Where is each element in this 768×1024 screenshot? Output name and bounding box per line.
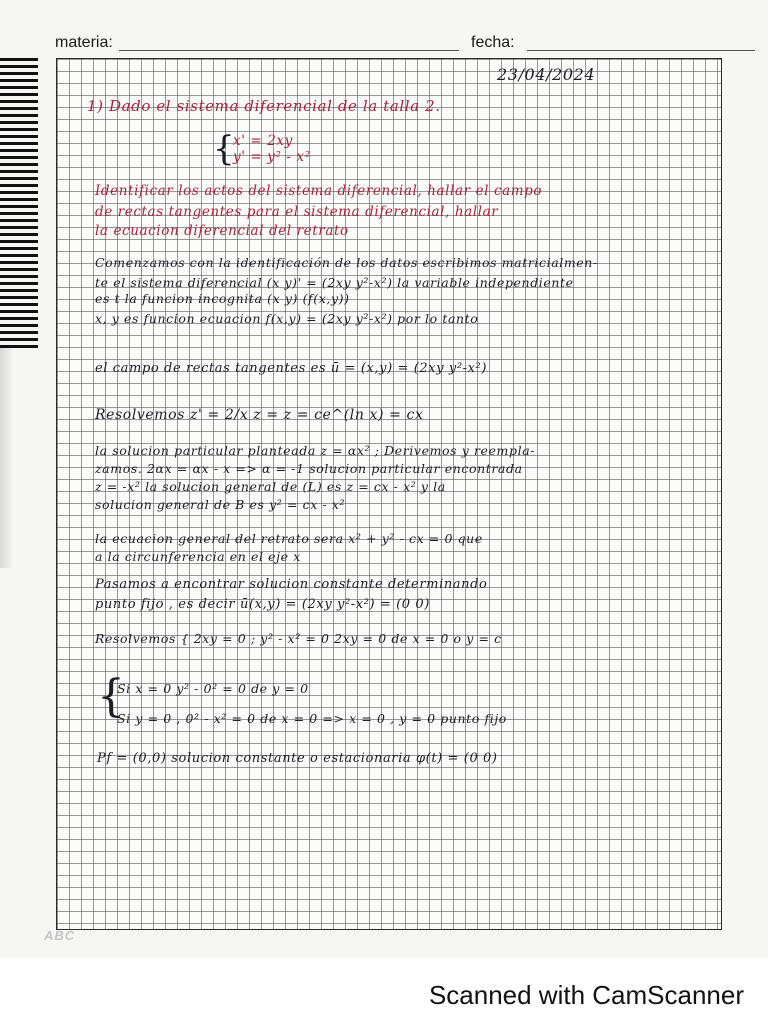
scanner-watermark: Scanned with CamScanner <box>428 980 744 1010</box>
materia-line <box>119 50 459 51</box>
task-line-2: de rectas tangentes para el sistema diferencial, hallar <box>95 204 499 220</box>
spiral-binding <box>0 58 38 348</box>
text-line-4: x, y es funcion ecuacion f(x,y) = (2xy y²-x²) por lo tanto <box>95 311 479 326</box>
constant-line-2: punto fijo , es decir ū(x,y) = (2xy y²-x²) = (0 0) <box>95 597 430 612</box>
cases-brace: { <box>97 671 125 722</box>
case-line-2: Si y = 0 , 0² - x² = 0 de x = 0 => x = 0 , y = 0 punto fijo <box>117 711 507 726</box>
system-brace: { <box>213 129 235 169</box>
resolve-line-2: Resolvemos { 2xy = 0 ; y² - x² = 0 2xy = 0 de x = 0 o y = c <box>95 631 502 646</box>
case-line-1: Si x = 0 y² - 0² = 0 de y = 0 <box>117 681 309 696</box>
equation-y: y' = y² - x² <box>233 149 311 165</box>
task-line-3: la ecuacion diferencial del retrato <box>95 223 349 239</box>
problem-statement: 1) Dado el sistema diferencial de la talla 2. <box>87 97 441 115</box>
grid-paper <box>56 58 722 930</box>
handwritten-date: 23/04/2024 <box>497 65 596 84</box>
constant-line-1: Pasamos a encontrar solucion constante determinando <box>95 577 488 592</box>
binding-shadow <box>0 348 14 568</box>
text-line-1: Comenzamos con la identificación de los datos escribimos matricialmen- <box>95 255 598 270</box>
particular-line-3: z = -x² la solucion general de (L) es z = cx - x² y la <box>95 479 446 494</box>
text-line-2: te el sistema diferencial (x y)' = (2xy y²-x²) la variable independiente <box>95 275 574 290</box>
materia-label: materia: <box>55 34 113 51</box>
resolve-line-1: Resolvemos z' = 2/x z = z = ce^(ln x) = cx <box>95 407 424 423</box>
fecha-line <box>527 50 755 51</box>
fixed-point-line: Pf = (0,0) solucion constante o estacionaria φ(t) = (0 0) <box>97 751 498 766</box>
equation-x: x' = 2xy <box>233 133 293 149</box>
portrait-line-2: a la circunferencia en el eje x <box>95 549 301 564</box>
particular-line-2: zamos. 2αx = αx - x => α = -1 solucion particular encontrada <box>95 461 523 476</box>
task-line-1: Identificar los actos del sistema diferencial, hallar el campo <box>95 183 543 199</box>
notebook-brand-logo: ABC <box>44 928 76 943</box>
portrait-line-1: la ecuacion general del retrato sera x² + y² - cx = 0 que <box>95 531 483 546</box>
particular-line-1: la solucion particular planteada z = αx² ; Derivemos y reempla- <box>95 443 536 458</box>
tangent-field-line: el campo de rectas tangentes es ū = (x,y) = (2xy y²-x²) <box>95 361 488 376</box>
page-header <box>55 30 755 56</box>
particular-line-4: solucion general de B es y² = cx - x² <box>95 497 346 512</box>
text-line-3: es t la funcion incognita (x y) (f(x,y)) <box>95 291 350 306</box>
fecha-label: fecha: <box>471 34 515 51</box>
